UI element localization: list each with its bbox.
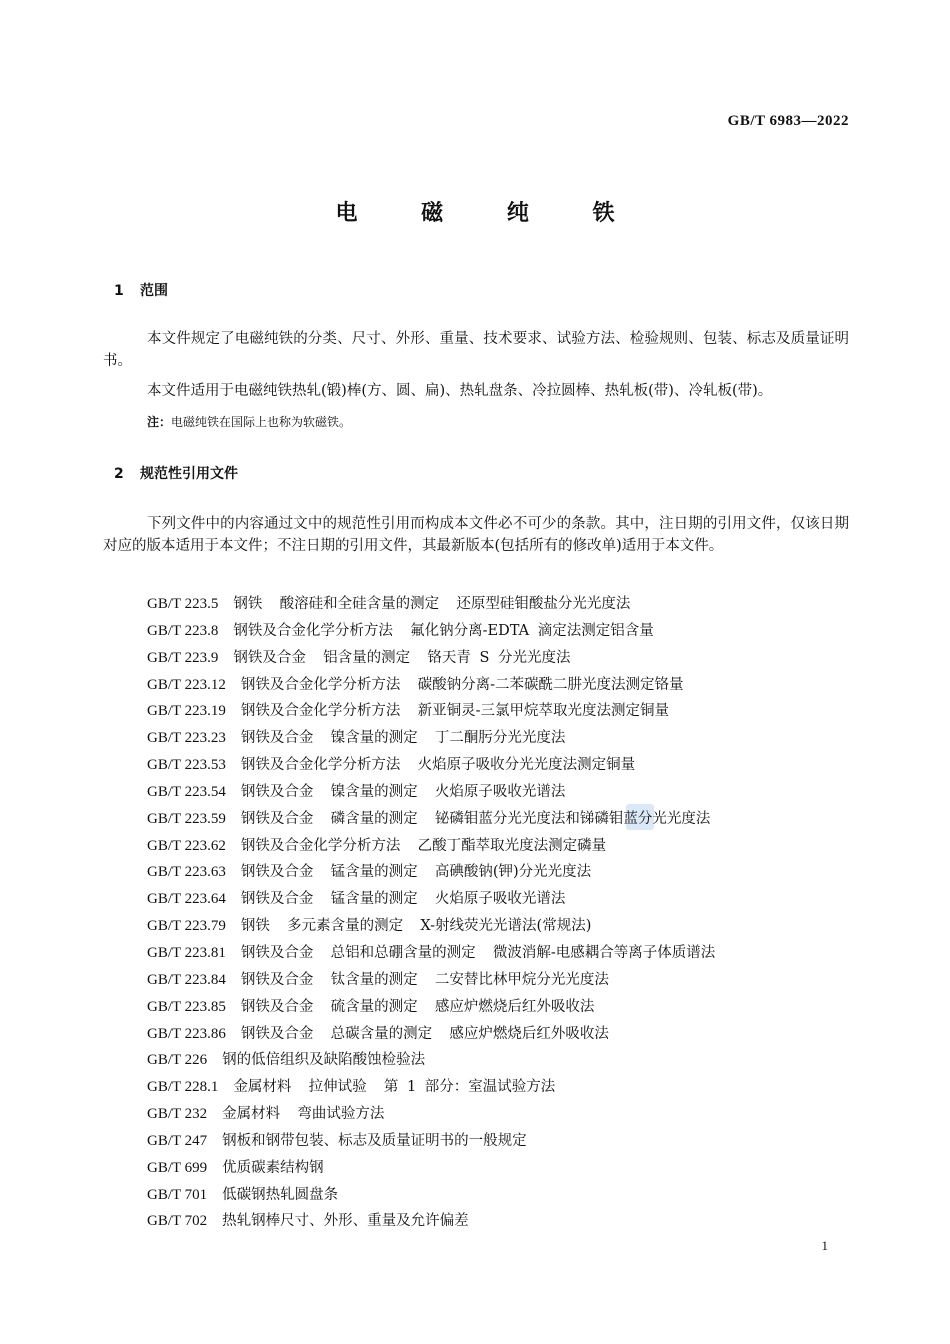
reference-title: 钢铁 酸溶硅和全硅含量的测定 还原型硅钼酸盐分光光度法 (233, 596, 631, 612)
reference-title: 低碳钢热轧圆盘条 (222, 1186, 339, 1203)
reference-item (147, 859, 715, 886)
reference-item (147, 1128, 715, 1155)
reference-code: GB/T 228.1 (147, 1079, 219, 1096)
reference-title: 钢铁及合金化学分析方法 氟化钠分离-EDTA 滴定法测定铝含量 (233, 622, 654, 639)
reference-code: GB/T 223.53 (147, 757, 226, 774)
reference-item (147, 618, 715, 645)
section-heading-normative-references (114, 463, 238, 483)
reference-item (147, 967, 715, 994)
reference-item (147, 591, 715, 618)
reference-code: GB/T 223.5 (147, 596, 219, 612)
reference-title: 钢的低倍组织及缺陷酸蚀检验法 (222, 1052, 426, 1069)
section-number: 2 (114, 466, 124, 482)
reference-title: 钢铁及合金化学分析方法 火焰原子吸收分光光度法测定铜量 (240, 757, 636, 774)
reference-code: GB/T 226 (147, 1052, 208, 1069)
reference-code: GB/T 223.84 (147, 971, 226, 988)
section-title: 规范性引用文件 (140, 466, 238, 482)
standard-code: GB/T 6983—2022 (727, 113, 849, 129)
reference-item (147, 913, 715, 940)
reference-code: GB/T 223.85 (147, 998, 226, 1015)
reference-title: 钢铁及合金 镍含量的测定 火焰原子吸收光谱法 (240, 783, 566, 800)
reference-item (147, 1182, 715, 1209)
reference-item (147, 886, 715, 913)
reference-title: 钢板和钢带包装、标志及质量证明书的一般规定 (222, 1132, 527, 1149)
reference-title: 钢铁及合金 镍含量的测定 丁二酮肟分光光度法 (240, 730, 566, 747)
reference-title: 钢铁及合金 总铝和总硼含量的测定 微波消解-电感耦合等离子体质谱法 (240, 944, 716, 961)
reference-title: 钢铁及合金 锰含量的测定 火焰原子吸收光谱法 (240, 891, 566, 908)
reference-code: GB/T 223.59 (147, 810, 226, 827)
reference-code: GB/T 701 (147, 1186, 208, 1203)
reference-title: 钢铁及合金化学分析方法 碳酸钠分离-二苯碳酰二肼光度法测定铬量 (240, 676, 684, 693)
reference-item (147, 940, 715, 967)
reference-title: 金属材料 弯曲试验方法 (222, 1106, 385, 1123)
reference-item (147, 725, 715, 752)
reference-title: 钢铁及合金 总碳含量的测定 感应炉燃烧后红外吸收法 (240, 1025, 609, 1042)
scope-paragraph-2: 本文件适用于电磁纯铁热轧(锻)棒(方、圆、扁)、热轧盘条、冷拉圆棒、热轧板(带)、冷轧板(带)。 (147, 383, 773, 399)
reference-title: 金属材料 拉伸试验 第 1 部分：室温试验方法 (233, 1079, 556, 1096)
reference-item (147, 833, 715, 860)
reference-code: GB/T 223.8 (147, 622, 219, 639)
reference-title: 钢铁及合金化学分析方法 乙酸丁酯萃取光度法测定磷量 (240, 837, 607, 854)
reference-code: GB/T 247 (147, 1132, 208, 1149)
section-title: 范围 (140, 283, 168, 299)
section-heading-scope (114, 280, 168, 300)
section-number: 1 (114, 283, 124, 299)
reference-title: 钢铁及合金化学分析方法 新亚铜灵-三氯甲烷萃取光度法测定铜量 (240, 703, 670, 720)
document-title: 电 磁 纯 铁 (335, 201, 643, 226)
reference-title: 钢铁及合金 锰含量的测定 高碘酸钠(钾)分光光度法 (240, 864, 592, 881)
reference-code: GB/T 702 (147, 1213, 208, 1230)
references-intro-paragraph: 下列文件中的内容通过文中的规范性引用而构成本文件必不可少的条款。其中，注日期的引用文件，仅该日期对应的版本适用于本文件；不注日期的引用文件，其最新版本(包括所有的修改单)适用于本文件。 (103, 516, 849, 554)
reference-item (147, 672, 715, 699)
reference-item (147, 1208, 715, 1235)
reference-code: GB/T 223.63 (147, 864, 226, 881)
reference-code: GB/T 223.79 (147, 918, 226, 935)
reference-title: 钢铁 多元素含量的测定 X-射线荧光光谱法(常规法) (240, 918, 592, 935)
reference-item (147, 752, 715, 779)
reference-title: 优质碳素结构钢 (222, 1159, 324, 1176)
reference-item (147, 994, 715, 1021)
reference-item (147, 645, 715, 672)
reference-code: GB/T 223.64 (147, 891, 226, 908)
reference-item (147, 1101, 715, 1128)
reference-item (147, 698, 715, 725)
reference-code: GB/T 223.81 (147, 944, 226, 961)
reference-item (147, 1155, 715, 1182)
reference-code: GB/T 223.9 (147, 649, 219, 666)
reference-code: GB/T 223.23 (147, 730, 226, 747)
scope-paragraph-1: 本文件规定了电磁纯铁的分类、尺寸、外形、重量、技术要求、试验方法、检验规则、包装、标志及质量证明书。 (103, 331, 849, 369)
reference-title: 热轧钢棒尺寸、外形、重量及允许偏差 (222, 1213, 469, 1230)
note-label: 注： (147, 415, 172, 429)
reference-list (147, 591, 715, 1235)
reference-code: GB/T 223.12 (147, 676, 226, 693)
note-text: 电磁纯铁在国际上也称为软磁铁。 (171, 415, 352, 429)
scope-note (147, 413, 351, 430)
reference-item (147, 779, 715, 806)
reference-code: GB/T 223.62 (147, 837, 226, 854)
reference-item (147, 1047, 715, 1074)
reference-code: GB/T 223.86 (147, 1025, 226, 1042)
reference-code: GB/T 223.54 (147, 783, 226, 800)
reference-item (147, 1021, 715, 1048)
reference-title: 钢铁及合金 钛含量的测定 二安替比林甲烷分光光度法 (240, 971, 609, 988)
reference-title: 钢铁及合金 磷含量的测定 铋磷钼蓝分光光度法和锑磷钼蓝分光光度法 (240, 810, 711, 827)
reference-code: GB/T 232 (147, 1106, 208, 1123)
reference-title: 钢铁及合金 铝含量的测定 铬天青 S 分光光度法 (233, 649, 571, 666)
reference-title: 钢铁及合金 硫含量的测定 感应炉燃烧后红外吸收法 (240, 998, 595, 1015)
page-number: 1 (821, 1238, 828, 1253)
reference-code: GB/T 699 (147, 1159, 208, 1176)
reference-item (147, 806, 715, 833)
reference-item (147, 1074, 715, 1101)
reference-code: GB/T 223.19 (147, 703, 226, 720)
